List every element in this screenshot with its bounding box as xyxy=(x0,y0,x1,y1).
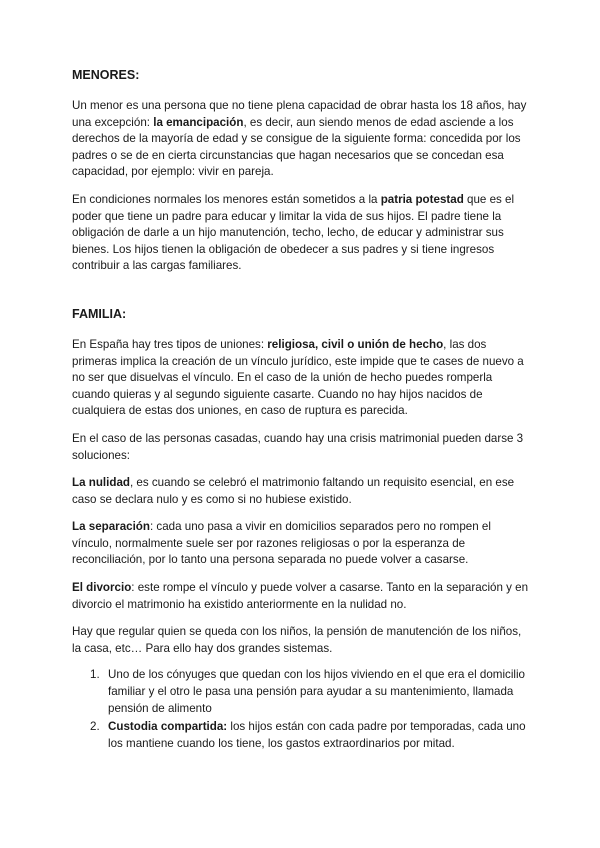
paragraph-tipos-uniones xyxy=(72,337,530,420)
bold-term: religiosa, civil o unión de hecho xyxy=(267,337,444,351)
bold-term: La separación xyxy=(72,520,150,534)
text: , las dos primeras implica la creación de un vínculo jurídico, este impide que te cases de nuevo a no ser que disuelvas el vínculo. En el caso de la unión de hecho puedes romperla cuando quieras y al segundo siguiente casarte. Cuando no hay hijos nacidos de cualquiera de estas dos uniones, en caso de ruptura es parecida. xyxy=(72,337,524,418)
document-body xyxy=(72,66,530,752)
text: En condiciones normales los menores están sometidos a la xyxy=(72,192,381,206)
text: , es cuando se celebró el matrimonio faltando un requisito esencial, en ese caso se declara nulo y es como si no hubiese existido. xyxy=(72,476,515,506)
list-item xyxy=(72,719,530,752)
list-item xyxy=(72,667,530,717)
list-number: 2. xyxy=(90,720,100,734)
paragraph-menores-emancipacion xyxy=(72,98,530,181)
text: : cada uno pasa a vivir en domicilios separados pero no rompen el vínculo, normalmente suele ser por razones religiosas o por la esperanza de reconciliación, por lo tanto una persona separada no puede volver a casarse. xyxy=(72,520,491,567)
bold-term: El divorcio xyxy=(72,581,132,595)
paragraph-regular-ninos: Hay que regular quien se queda con los niños, la pensión de manutención de los niños, la casa, etc… Para ello hay dos grandes sistemas. xyxy=(72,625,522,655)
paragraph-divorcio xyxy=(72,580,530,613)
text: : este rompe el vínculo y puede volver a casarse. Tanto en la separación y en divorcio el matrimonio ha existido anteriormente en la nulidad no. xyxy=(72,581,529,611)
paragraph-patria-potestad xyxy=(72,192,530,275)
bold-term: La nulidad xyxy=(72,476,130,490)
heading-familia: FAMILIA: xyxy=(72,306,127,321)
text: Un menor es una persona que no tiene plena capacidad de obrar hasta los 18 años, hay una excepción: xyxy=(72,99,527,129)
paragraph-crisis-matrimonial: En el caso de las personas casadas, cuando hay una crisis matrimonial pueden darse 3 soluciones: xyxy=(72,431,524,462)
paragraph-separacion xyxy=(72,519,530,569)
list-number: 1. xyxy=(90,668,100,682)
text: que es el poder que tiene un padre para educar y limitar la vida de sus hijos. El padre tiene la obligación de darle a un hijo manutención, techo, lecho, de educar y administrar sus bienes. Los hijos tienen la obligación de obedecer a sus padres y si tiene ingresos contribuir a las cargas familiares. xyxy=(72,192,515,273)
numbered-list-sistemas xyxy=(72,667,530,752)
bold-term: Custodia compartida: xyxy=(108,720,228,734)
text: En España hay tres tipos de uniones: xyxy=(72,337,268,351)
text: Uno de los cónyuges que quedan con los hijos viviendo en el que era el domicilio familiar y el otro le pasa una pensión para ayudar a su mantenimiento, llamada pensión de alimento xyxy=(108,668,526,715)
bold-term: la emancipación xyxy=(153,115,244,129)
text: los hijos están con cada padre por temporadas, cada uno los mantiene cuando los tiene, los gastos extraordinarios por mitad. xyxy=(108,720,526,750)
heading-menores: MENORES: xyxy=(72,68,140,82)
bold-term: patria potestad xyxy=(380,192,464,206)
paragraph-nulidad xyxy=(72,475,530,508)
text: , es decir, aun siendo menos de edad asciende a los derechos de la mayoría de edad y se consigue de la siguiente forma: concedida por los padres o se de en cierta circunstancias que hagan necesarios que se concedan esa capacidad, por ejemplo: vivir en pareja. xyxy=(72,115,521,179)
